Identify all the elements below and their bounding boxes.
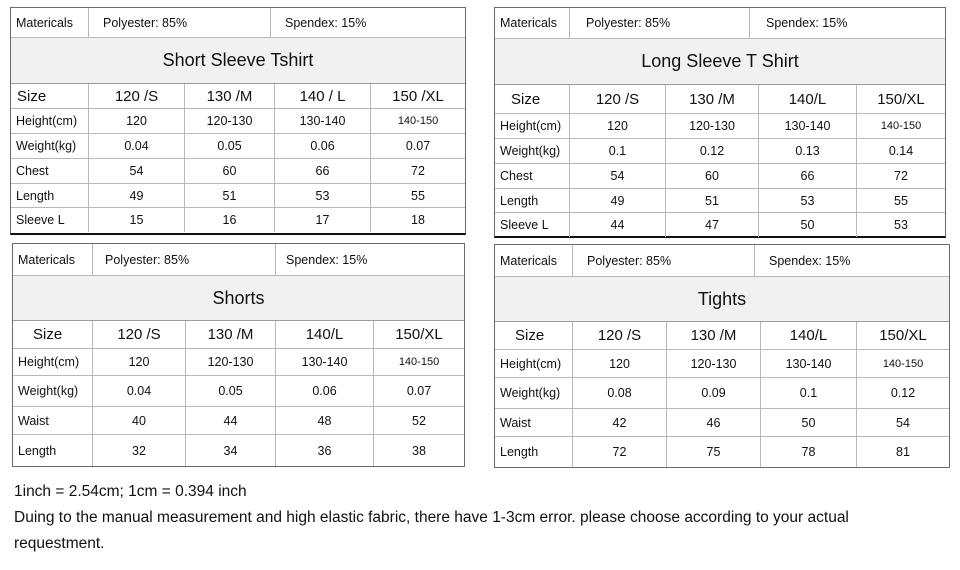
value-cell: 0.06: [275, 134, 371, 158]
polyester-content: Polyester: 85%: [573, 245, 755, 276]
value-cell: 0.1: [570, 139, 666, 163]
size-header-xl: 150/XL: [877, 90, 925, 108]
value-cell: 38: [412, 443, 426, 458]
value-cell: 0.12: [666, 139, 759, 163]
unit-conversion-note: 1inch = 2.54cm; 1cm = 0.394 inch: [14, 483, 247, 500]
value-cell: 0.08: [573, 378, 667, 408]
size-table-short-sleeve-tshirt: [10, 7, 466, 235]
table-row-chest: [495, 164, 945, 189]
polyester-content: Polyester: 85%: [93, 244, 276, 275]
polyester-content: Polyester: 85%: [570, 8, 750, 38]
materials-label: Matericals: [495, 245, 573, 276]
value-cell: 16: [185, 208, 275, 232]
row-label: Length: [495, 189, 570, 212]
value-cell: 36: [276, 435, 374, 466]
value-cell: 55: [411, 188, 425, 203]
row-label: Length: [13, 435, 93, 466]
size-header-label: Size: [13, 321, 93, 348]
value-cell: 54: [570, 164, 666, 188]
table-row-height: [11, 109, 465, 134]
row-label: Height(cm): [11, 109, 89, 133]
value-cell: 72: [411, 164, 425, 178]
value-cell: 130-140: [275, 109, 371, 133]
materials-row: [495, 8, 945, 39]
value-cell: 120: [570, 114, 666, 138]
table-row-waist: [495, 409, 949, 437]
value-cell: 42: [573, 409, 667, 436]
value-cell: 0.04: [89, 134, 185, 158]
value-cell: 51: [666, 189, 759, 212]
table-row-chest: [11, 159, 465, 184]
table-row-length: [495, 437, 949, 467]
table-title: Tights: [495, 277, 949, 322]
table-row-length: [495, 189, 945, 213]
value-cell: 0.04: [93, 376, 186, 406]
value-cell: 66: [275, 159, 371, 183]
value-cell: 130-140: [761, 350, 857, 377]
value-cell: 15: [89, 208, 185, 232]
row-label: Waist: [495, 409, 573, 436]
table-row-height: [495, 114, 945, 139]
materials-row: [11, 8, 465, 38]
value-cell: 0.14: [888, 144, 914, 158]
error-disclaimer-line-2: requestment.: [14, 535, 105, 552]
table-row-length: [11, 184, 465, 208]
size-header-label: Size: [11, 84, 89, 108]
value-cell: 0.13: [759, 139, 857, 163]
spendex-content: Spendex: 15%: [285, 15, 367, 30]
value-cell: 140-150: [397, 115, 439, 127]
value-cell: 120-130: [186, 349, 276, 375]
table-title: Short Sleeve Tshirt: [11, 38, 465, 84]
materials-row: [13, 244, 464, 276]
value-cell: 53: [275, 184, 371, 207]
value-cell: 50: [761, 409, 857, 436]
size-header-s: 120 /S: [573, 322, 667, 349]
value-cell: 49: [89, 184, 185, 207]
error-disclaimer-line-1: Duing to the manual measurement and high elastic fabric, there have 1-3cm error. please choose according to your actual: [14, 509, 849, 526]
value-cell: 66: [759, 164, 857, 188]
spendex-content: Spendex: 15%: [286, 252, 368, 267]
value-cell: 75: [667, 437, 761, 467]
value-cell: 18: [411, 213, 425, 227]
size-table-shorts: [12, 243, 465, 467]
value-cell: 0.07: [406, 384, 432, 398]
value-cell: 54: [89, 159, 185, 183]
row-label: Sleeve L: [495, 213, 570, 237]
row-label: Height(cm): [495, 350, 573, 377]
table-row-height: [13, 349, 464, 376]
table-row-length: [13, 435, 464, 466]
spendex-content: Spendex: 15%: [769, 253, 851, 268]
value-cell: 0.09: [667, 378, 761, 408]
table-row-weight: [13, 376, 464, 407]
row-label: Length: [11, 184, 89, 207]
value-cell: 0.1: [761, 378, 857, 408]
row-label: Sleeve L: [11, 208, 89, 232]
value-cell: 53: [759, 189, 857, 212]
value-cell: 48: [276, 407, 374, 434]
size-header-m: 130 /M: [186, 321, 276, 348]
size-header-row: [11, 84, 465, 109]
value-cell: 140-150: [398, 356, 440, 368]
value-cell: 120: [89, 109, 185, 133]
value-cell: 140-150: [880, 120, 922, 132]
materials-row: [495, 245, 949, 277]
value-cell: 17: [275, 208, 371, 232]
value-cell: 72: [573, 437, 667, 467]
value-cell: 0.07: [405, 139, 431, 153]
spendex-content: Spendex: 15%: [766, 16, 848, 30]
table-row-weight: [495, 139, 945, 164]
value-cell: 140-150: [882, 357, 924, 370]
value-cell: 120: [573, 350, 667, 377]
materials-label: Matericals: [495, 8, 570, 38]
polyester-content: Polyester: 85%: [89, 8, 271, 37]
value-cell: 78: [761, 437, 857, 467]
table-row-height: [495, 350, 949, 378]
size-header-s: 120 /S: [93, 321, 186, 348]
measurement-notes: [14, 479, 944, 557]
value-cell: 130-140: [759, 114, 857, 138]
value-cell: 120-130: [185, 109, 275, 133]
row-label: Chest: [495, 164, 570, 188]
materials-label: Matericals: [13, 244, 93, 275]
table-row-sleeve: [495, 213, 945, 237]
size-header-row: [13, 321, 464, 349]
size-header-m: 130 /M: [666, 85, 759, 113]
row-label: Weight(kg): [495, 378, 573, 408]
value-cell: 81: [896, 445, 910, 459]
table-title: Shorts: [13, 276, 464, 321]
table-row-weight: [11, 134, 465, 159]
row-label: Weight(kg): [495, 139, 570, 163]
size-header-label: Size: [495, 85, 570, 113]
size-header-xl: 150/XL: [395, 326, 443, 343]
value-cell: 120-130: [666, 114, 759, 138]
materials-label: Matericals: [11, 8, 89, 37]
value-cell: 0.05: [186, 376, 276, 406]
row-label: Height(cm): [495, 114, 570, 138]
value-cell: 0.06: [276, 376, 374, 406]
value-cell: 40: [93, 407, 186, 434]
table-row-weight: [495, 378, 949, 409]
table-row-sleeve: [11, 208, 465, 232]
row-label: Height(cm): [13, 349, 93, 375]
row-label: Chest: [11, 159, 89, 183]
size-header-s: 120 /S: [89, 84, 185, 108]
row-label: Weight(kg): [13, 376, 93, 406]
value-cell: 60: [185, 159, 275, 183]
size-header-l: 140 / L: [275, 84, 371, 108]
size-header-l: 140/L: [276, 321, 374, 348]
value-cell: 32: [93, 435, 186, 466]
value-cell: 44: [186, 407, 276, 434]
size-header-xl: 150 /XL: [392, 87, 444, 105]
value-cell: 53: [894, 218, 908, 232]
row-label: Weight(kg): [11, 134, 89, 158]
size-header-row: [495, 85, 945, 114]
row-label: Waist: [13, 407, 93, 434]
value-cell: 50: [759, 213, 857, 237]
size-header-s: 120 /S: [570, 85, 666, 113]
value-cell: 44: [570, 213, 666, 237]
value-cell: 51: [185, 184, 275, 207]
size-header-xl: 150/XL: [879, 327, 927, 344]
table-row-waist: [13, 407, 464, 435]
size-header-l: 140/L: [759, 85, 857, 113]
value-cell: 34: [186, 435, 276, 466]
value-cell: 120-130: [667, 350, 761, 377]
size-header-l: 140/L: [761, 322, 857, 349]
value-cell: 72: [894, 169, 908, 183]
value-cell: 0.12: [890, 386, 916, 400]
size-header-label: Size: [495, 322, 573, 349]
size-table-tights: [494, 244, 950, 468]
value-cell: 60: [666, 164, 759, 188]
value-cell: 47: [666, 213, 759, 237]
value-cell: 49: [570, 189, 666, 212]
size-header-m: 130 /M: [667, 322, 761, 349]
row-label: Length: [495, 437, 573, 467]
value-cell: 54: [896, 415, 910, 430]
table-title: Long Sleeve T Shirt: [495, 39, 945, 85]
size-table-long-sleeve-t-shirt: [494, 7, 946, 238]
value-cell: 46: [667, 409, 761, 436]
value-cell: 0.05: [185, 134, 275, 158]
size-header-m: 130 /M: [185, 84, 275, 108]
value-cell: 130-140: [276, 349, 374, 375]
value-cell: 52: [412, 413, 426, 428]
value-cell: 120: [93, 349, 186, 375]
size-header-row: [495, 322, 949, 350]
value-cell: 55: [894, 193, 908, 208]
